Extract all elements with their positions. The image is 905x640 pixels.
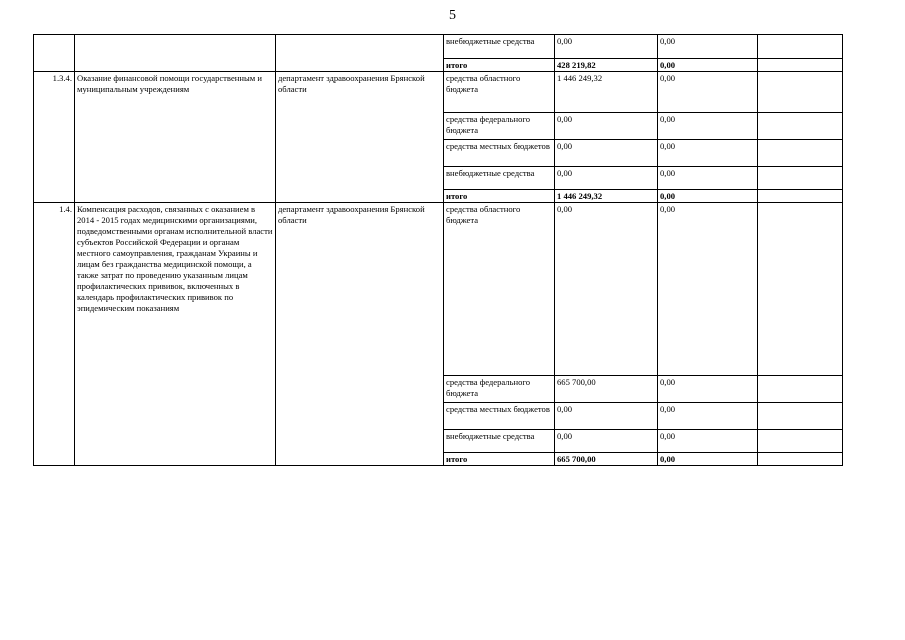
cell-value-1: 0,00 — [555, 35, 658, 59]
cell-empty — [758, 376, 843, 403]
cell-value-1: 1 446 249,32 — [555, 190, 658, 203]
cell-name: Компенсация расходов, связанных с оказанием в 2014 - 2015 годах медицинскими организациями, подведомственными органам исполнительной власти субъектов Российской Федерации и органам местного самоуправления, гражданам Украины и лицам без гражданства медицинской помощи, а также затрат по проведению указанным лицам профилактических прививок, включенных в календарь профилактических прививок по эпидемическим показаниям — [75, 203, 276, 466]
cell-value-1: 0,00 — [555, 113, 658, 140]
cell-value-1: 0,00 — [555, 167, 658, 190]
cell-source: внебюджетные средства — [444, 167, 555, 190]
cell-number: 1.3.4. — [34, 72, 75, 203]
cell-source: внебюджетные средства — [444, 35, 555, 59]
cell-value-2: 0,00 — [658, 167, 758, 190]
cell-value-1: 428 219,82 — [555, 59, 658, 72]
table-row — [34, 72, 843, 113]
cell-source: средства местных бюджетов — [444, 403, 555, 430]
table-row — [34, 203, 843, 376]
cell-empty — [758, 59, 843, 72]
cell-value-1: 0,00 — [555, 430, 658, 453]
cell-value-1: 0,00 — [555, 203, 658, 376]
cell-empty — [758, 35, 843, 59]
cell-empty — [758, 453, 843, 466]
cell-executor: департамент здравоохранения Брянской области — [276, 72, 444, 203]
cell-value-2: 0,00 — [658, 59, 758, 72]
cell-value-2: 0,00 — [658, 403, 758, 430]
cell-value-2: 0,00 — [658, 453, 758, 466]
cell-name: Оказание финансовой помощи государственным и муниципальным учреждениям — [75, 72, 276, 203]
cell-source: средства федерального бюджета — [444, 113, 555, 140]
cell-source: итого — [444, 453, 555, 466]
cell-empty — [758, 113, 843, 140]
cell-empty — [758, 203, 843, 376]
cell-value-2: 0,00 — [658, 203, 758, 376]
cell-value-2: 0,00 — [658, 190, 758, 203]
cell-value-1: 0,00 — [555, 140, 658, 167]
cell-empty — [758, 190, 843, 203]
cell-executor: департамент здравоохранения Брянской области — [276, 203, 444, 466]
cell-value-1: 1 446 249,32 — [555, 72, 658, 113]
cell-source: средства областного бюджета — [444, 72, 555, 113]
page-number: 5 — [449, 8, 456, 23]
cell-executor — [276, 35, 444, 72]
cell-value-1: 665 700,00 — [555, 453, 658, 466]
cell-source: итого — [444, 190, 555, 203]
cell-empty — [758, 72, 843, 113]
cell-empty — [758, 430, 843, 453]
cell-source: внебюджетные средства — [444, 430, 555, 453]
cell-source: средства областного бюджета — [444, 203, 555, 376]
cell-empty — [758, 140, 843, 167]
cell-value-2: 0,00 — [658, 140, 758, 167]
cell-number: 1.4. — [34, 203, 75, 466]
cell-empty — [758, 167, 843, 190]
cell-name — [75, 35, 276, 72]
cell-value-2: 0,00 — [658, 72, 758, 113]
cell-value-2: 0,00 — [658, 376, 758, 403]
cell-source: средства местных бюджетов — [444, 140, 555, 167]
cell-value-1: 0,00 — [555, 403, 658, 430]
cell-value-2: 0,00 — [658, 430, 758, 453]
table-row — [34, 35, 843, 59]
cell-source: средства федерального бюджета — [444, 376, 555, 403]
budget-table — [33, 34, 843, 466]
cell-empty — [758, 403, 843, 430]
cell-value-2: 0,00 — [658, 113, 758, 140]
cell-value-2: 0,00 — [658, 35, 758, 59]
cell-number — [34, 35, 75, 72]
cell-source: итого — [444, 59, 555, 72]
cell-value-1: 665 700,00 — [555, 376, 658, 403]
